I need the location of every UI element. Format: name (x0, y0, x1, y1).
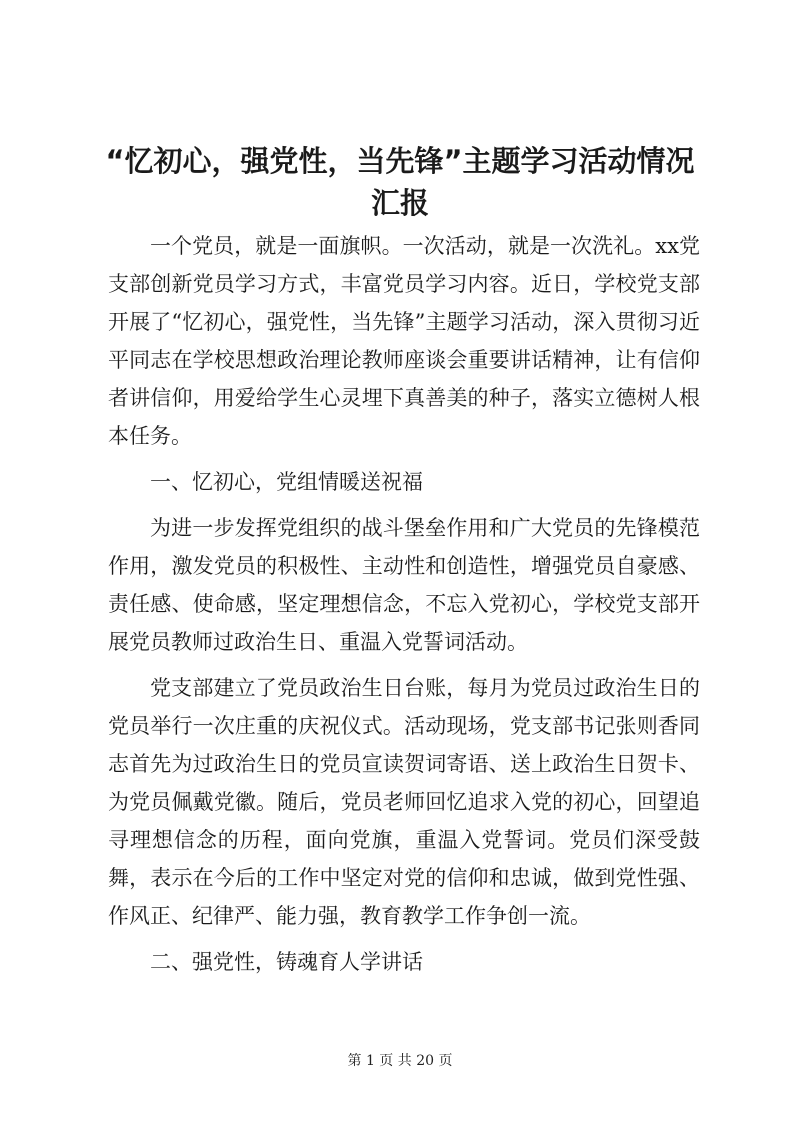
body-paragraph: 党支部建立了党员政治生日台账，每月为党员过政治生日的党员举行一次庄重的庆祝仪式。活动现场，党支部书记张则香同志首先为过政治生日的党员宣读贺词寄语、送上政治生日贺卡、为党员佩戴党徽。随后，党员老师回忆追求入党的初心，回望追寻理想信念的历程，面向党旗，重温入党誓词。党员们深受鼓舞，表示在今后的工作中坚定对党的信仰和忠诚，做到党性强、作风正、纪律严、能力强，教育教学工作争创一流。 (108, 676, 700, 928)
intro-paragraph: 一个党员，就是一面旗帜。一次活动，就是一次洗礼。xx党支部创新党员学习方式，丰富党员学习内容。近日，学校党支部开展了“忆初心，强党性，当先锋”主题学习活动，深入贯彻习近平同志在学校思想政治理论教师座谈会重要讲话精神，让有信仰者讲信仰，用爱给学生心灵埋下真善美的种子，落实立德树人根本任务。 (108, 234, 700, 448)
document-body (108, 227, 700, 989)
page-number-footer: 第 1 页 共 20 页 (347, 1053, 453, 1069)
body-paragraph: 为进一步发挥党组织的战斗堡垒作用和广大党员的先锋模范作用，激发党员的积极性、主动性和创造性，增强党员自豪感、责任感、使命感，坚定理想信念，不忘入党初心，学校党支部开展党员教师过政治生日、重温入党誓词活动。 (108, 516, 700, 654)
section-heading-2: 二、强党性，铸魂育人学讲话 (150, 950, 423, 974)
document-title: “忆初心，强党性，当先锋”主题学习活动情况汇报 (105, 144, 695, 220)
section-heading-1: 一、忆初心，党组情暖送祝福 (150, 470, 423, 494)
